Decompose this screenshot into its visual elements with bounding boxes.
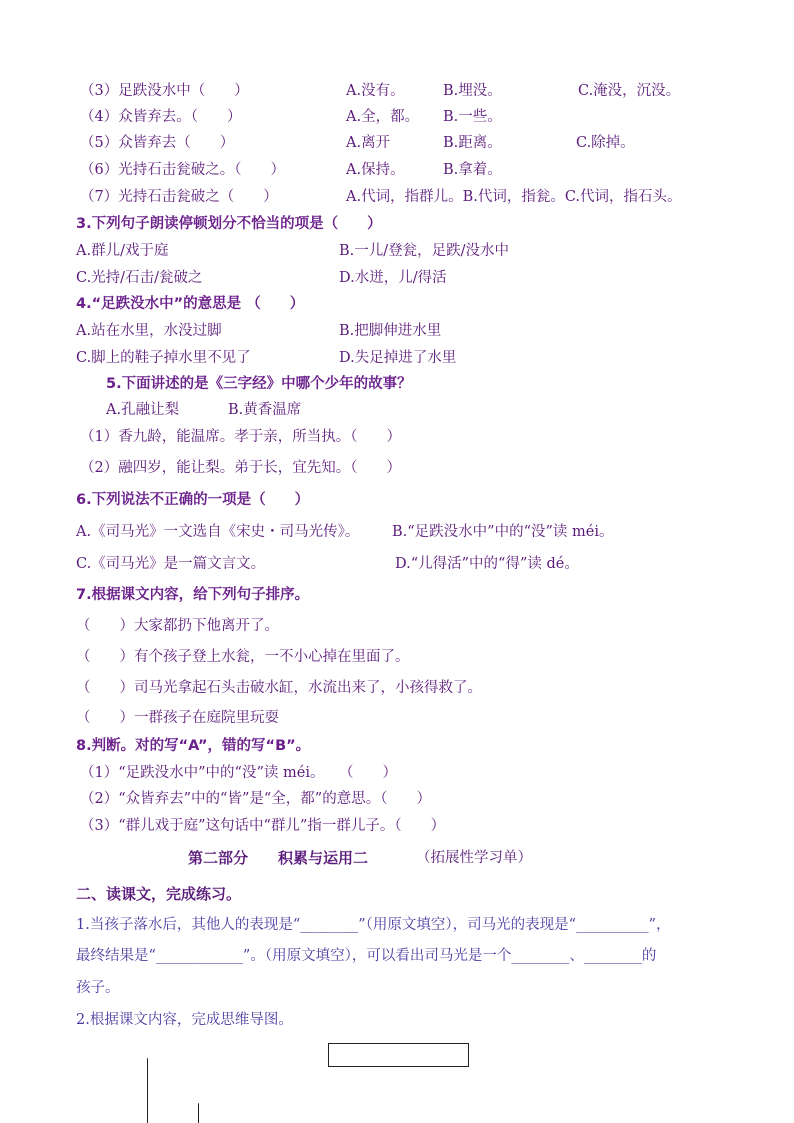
q4-option-b: B.把脚伸进水里 xyxy=(339,323,442,339)
section2-p1-line-3-text: 孩子。 xyxy=(76,980,120,996)
q7-sentence-3 xyxy=(0,676,794,700)
q4-option-c: C.脚上的鞋子掉水里不见了 xyxy=(76,350,251,366)
section2-p1-line-1-text: 1.当孩子落水后，其他人的表现是“________”（用原文填空），司马光的表现是“__________”， xyxy=(76,917,671,933)
q2-item-text: （7）光持石击瓮破之（ ） xyxy=(80,189,278,205)
q2-option-b: B.拿着。 xyxy=(443,162,502,178)
q8-title-row xyxy=(0,734,794,758)
q2-option-c: C.淹没，沉没。 xyxy=(578,83,681,99)
q2-option-c: C.除掉。 xyxy=(576,135,635,151)
q6-title-row xyxy=(0,488,794,512)
q8-statement-1-text: （1）“足跌没水中”中的“没”读 méi。 （ ） xyxy=(80,765,397,781)
section2-p1-line-1 xyxy=(0,913,794,937)
q2-item-text: （5）众皆弃去（ ） xyxy=(80,135,235,151)
q2-item-7 xyxy=(0,185,794,209)
mind-map-brace-inner xyxy=(198,1103,199,1123)
q2-item-text: （6）光持石击瓮破之。（ ） xyxy=(80,162,285,178)
q5-title-row xyxy=(0,372,794,396)
q2-item-text: （4）众皆弃去。（ ） xyxy=(80,109,242,125)
q2-option-a: A.离开 xyxy=(346,135,391,151)
q7-sentence-4-text: （ ）一群孩子在庭院里玩耍 xyxy=(76,710,279,726)
q7-sentence-3-text: （ ）司马光拿起石头击破水缸，水流出来了，小孩得救了。 xyxy=(76,680,482,696)
q6-option-b: B.“足跌没水中”中的“没”读 méi。 xyxy=(392,524,614,540)
part2-subtitle: （拓展性学习单） xyxy=(416,850,532,866)
mind-map-brace-outer xyxy=(147,1058,148,1123)
q2-option-a: A.全，都。 xyxy=(346,109,420,125)
q7-title-row xyxy=(0,583,794,607)
q8-statement-1 xyxy=(0,761,794,785)
q2-option-b: B.距离。 xyxy=(443,135,502,151)
q7-sentence-2-text: （ ）有个孩子登上水瓮，一不小心掉在里面了。 xyxy=(76,649,410,665)
q2-option-a: A.保持。 xyxy=(346,162,405,178)
mind-map-root-box[interactable] xyxy=(328,1043,469,1067)
q2-item-4 xyxy=(0,105,794,129)
q7-sentence-2 xyxy=(0,645,794,669)
q6-option-a: A.《司马光》一文选自《宋史・司马光传》。 xyxy=(76,524,360,540)
q3-options-row-2 xyxy=(0,266,794,290)
q7-sentence-1-text: （ ）大家都扔下他离开了。 xyxy=(76,618,279,634)
q3-title: 3.下列句子朗读停顿划分不恰当的项是（ ） xyxy=(76,216,382,232)
q2-item-6 xyxy=(0,158,794,182)
section2-title-row xyxy=(0,882,794,906)
q5-sentence-2-text: （2）融四岁，能让梨。弟于长，宜先知。（ ） xyxy=(80,460,401,476)
q6-option-d: D.“儿得活”中的“得”读 dé。 xyxy=(395,556,579,572)
q5-title: 5.下面讲述的是《三字经》中哪个少年的故事？ xyxy=(106,376,412,392)
q4-option-d: D.失足掉进了水里 xyxy=(339,350,457,366)
q2-item-5 xyxy=(0,131,794,155)
q3-option-b: B.一儿/登瓮，足跌/没水中 xyxy=(339,243,510,259)
q5-sentence-2 xyxy=(0,456,794,480)
part2-heading xyxy=(0,846,794,870)
q5-sentence-1 xyxy=(0,425,794,449)
q4-title: 4.“足跌没水中”的意思是 （ ） xyxy=(76,296,305,312)
q5-options-row xyxy=(0,398,794,422)
section2-p2-row xyxy=(0,1008,794,1032)
section2-p1-line-2-text: 最终结果是“____________”。（用原文填空），可以看出司马光是一个________、________的 xyxy=(76,948,657,964)
q3-option-d: D.水迸，儿/得活 xyxy=(339,270,447,286)
q6-option-c: C.《司马光》是一篇文言文。 xyxy=(76,556,266,572)
q8-statement-3 xyxy=(0,814,794,838)
q5-option-a: A.孔融让梨 xyxy=(106,402,180,418)
section2-p1-line-3 xyxy=(0,976,794,1000)
q2-option-a: A.代词，指群儿。B.代词，指瓮。C.代词，指石头。 xyxy=(346,189,682,205)
q8-statement-2-text: （2）“众皆弃去”中的“皆”是“全，都”的意思。（ ） xyxy=(80,791,431,807)
q2-option-b: B.埋没。 xyxy=(443,83,502,99)
q2-item-3 xyxy=(0,79,794,103)
q4-option-a: A.站在水里，水没过脚 xyxy=(76,323,222,339)
q6-options-row-1 xyxy=(0,520,794,544)
q4-options-row-1 xyxy=(0,319,794,343)
q5-sentence-1-text: （1）香九龄，能温席。孝于亲，所当执。（ ） xyxy=(80,429,401,445)
section2-p1-line-2 xyxy=(0,944,794,968)
q3-option-a: A.群儿/戏于庭 xyxy=(76,243,169,259)
q4-options-row-2 xyxy=(0,346,794,370)
part2-title: 第二部分 积累与运用二 xyxy=(188,849,369,867)
q8-title: 8.判断。对的写“A”，错的写“B”。 xyxy=(76,738,311,754)
q6-title: 6.下列说法不正确的一项是（ ） xyxy=(76,492,310,508)
q8-statement-2 xyxy=(0,787,794,811)
q4-title-row xyxy=(0,292,794,316)
q6-options-row-2 xyxy=(0,552,794,576)
q2-option-a: A.没有。 xyxy=(346,83,405,99)
section2-title: 二、读课文，完成练习。 xyxy=(76,885,242,903)
q7-title: 7.根据课文内容，给下列句子排序。 xyxy=(76,587,310,603)
q7-sentence-1 xyxy=(0,614,794,638)
q5-option-b: B.黄香温席 xyxy=(228,402,302,418)
q3-options-row-1 xyxy=(0,239,794,263)
section2-p2-text: 2.根据课文内容，完成思维导图。 xyxy=(76,1012,293,1028)
q8-statement-3-text: （3）“群儿戏于庭”这句话中“群儿”指一群儿子。（ ） xyxy=(80,818,446,834)
q3-option-c: C.光持/石击/瓮破之 xyxy=(76,270,203,286)
q2-item-text: （3）足跌没水中（ ） xyxy=(80,83,249,99)
q3-title-row xyxy=(0,212,794,236)
q2-option-b: B.一些。 xyxy=(443,109,502,125)
q7-sentence-4 xyxy=(0,706,794,730)
